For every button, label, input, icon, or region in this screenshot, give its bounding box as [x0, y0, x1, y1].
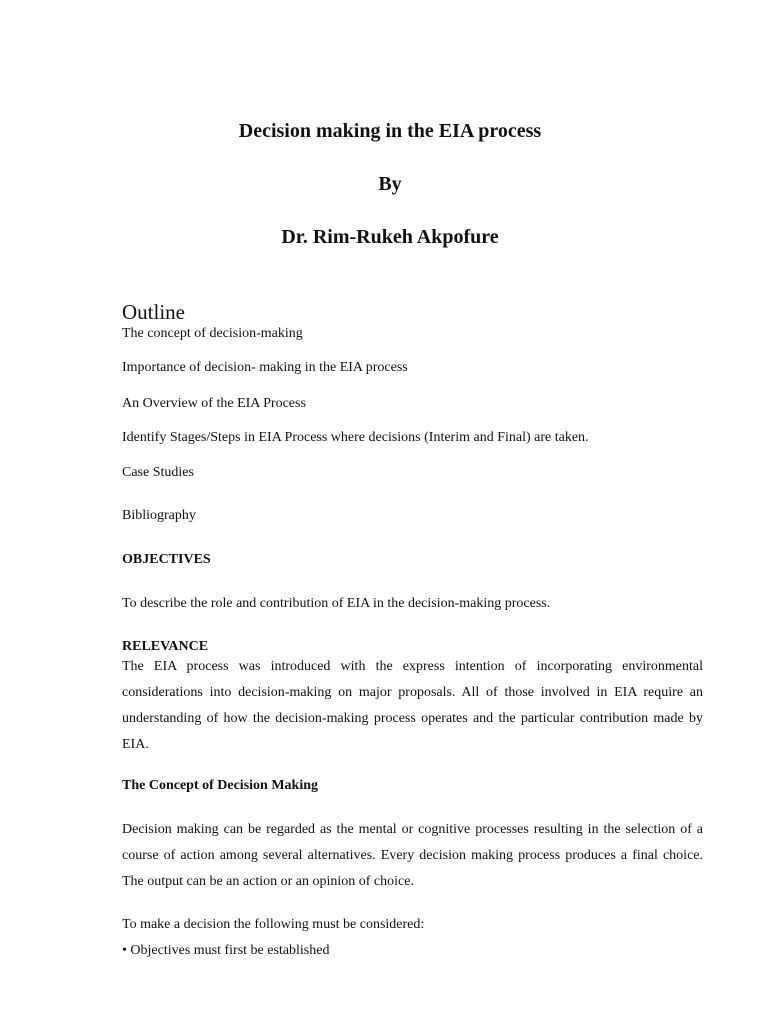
outline-item: Importance of decision- making in the EIA process	[122, 360, 408, 375]
objectives-text: To describe the role and contribution of EIA in the decision-making process.	[122, 596, 551, 611]
bullet-item: • Objectives must first be established	[122, 943, 330, 958]
considerations-intro: To make a decision the following must be considered:	[122, 917, 425, 932]
author-name: Dr. Rim-Rukeh Akpofure	[281, 226, 499, 248]
outline-heading: Outline	[122, 300, 185, 324]
outline-item: Identify Stages/Steps in EIA Process where decisions (Interim and Final) are taken.	[122, 430, 589, 445]
concept-paragraph: Decision making can be regarded as the mental or cognitive processes resulting in the selection of a course of action among several alternatives. Every decision making process produces a final choice. The output can be an action or an opinion of choice.	[122, 822, 703, 889]
outline-item: Case Studies	[122, 465, 194, 480]
concept-heading: The Concept of Decision Making	[122, 778, 318, 793]
outline-item: Bibliography	[122, 508, 196, 523]
document-title: Decision making in the EIA process	[238, 120, 542, 142]
outline-item: The concept of decision-making	[122, 326, 303, 341]
relevance-heading: RELEVANCE	[122, 639, 209, 654]
relevance-paragraph: The EIA process was introduced with the express intention of incorporating environmental considerations into decision-making on major proposals. All of those involved in EIA require an understanding of how the decision-making process operates and the particular contribution made by EIA.	[122, 659, 703, 752]
outline-item: An Overview of the EIA Process	[122, 396, 306, 411]
byline-by: By	[378, 173, 402, 195]
objectives-heading: OBJECTIVES	[122, 552, 211, 567]
